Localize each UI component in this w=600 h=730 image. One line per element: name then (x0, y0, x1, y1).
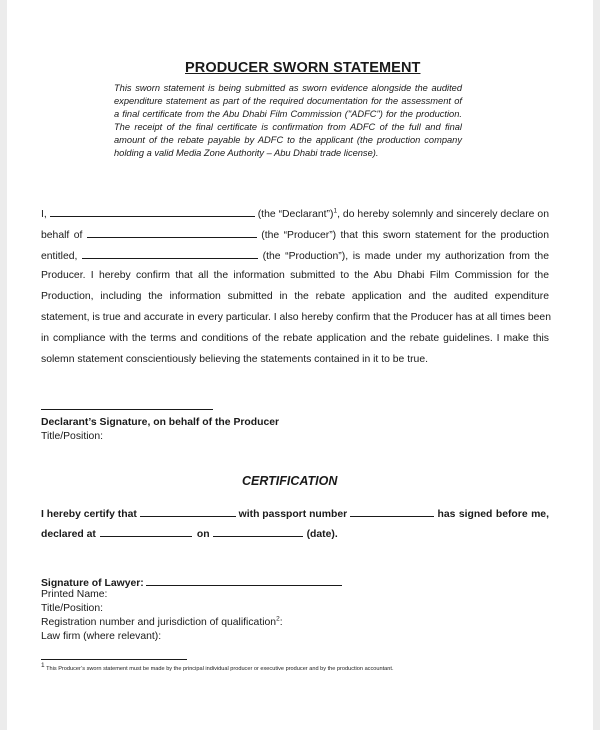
certification-heading: CERTIFICATION (242, 474, 338, 488)
declared-place-field[interactable] (100, 526, 192, 537)
registration-label: Registration number and jurisdiction of qualification (41, 617, 277, 628)
declarant-signature-line[interactable] (41, 409, 213, 410)
declared-at-label: declared at (41, 529, 96, 540)
statement-line-2-text: (the “Producer”) that this sworn statement for the production (261, 230, 549, 241)
certification-line-1 (41, 506, 549, 521)
passport-label: with passport number (238, 509, 348, 520)
statement-line-4: Producer. I hereby confirm that all the information submitted to the Abu Dhabi Film Commission for the (41, 270, 549, 281)
declarant-label: (the “Declarant”) (257, 209, 334, 220)
lawyer-printed-name: Printed Name: (41, 589, 108, 600)
production-title-field[interactable] (82, 248, 258, 259)
statement-line-1 (41, 206, 549, 221)
lawyer-title-position: Title/Position: (41, 603, 103, 614)
before-word: before (495, 509, 528, 520)
registration-colon: : (279, 617, 283, 628)
lawyer-signature-label: Signature of Lawyer: (41, 578, 144, 589)
footnote-mark: 1 (41, 662, 45, 670)
statement-line-7: in compliance with the terms and conditions of the rebate application and the rebate guidelines. I make this (41, 333, 549, 344)
certify-label: I hereby certify that (41, 509, 137, 520)
declarant-name-field[interactable] (50, 206, 255, 217)
declared-date-field[interactable] (213, 526, 303, 537)
certification-line-2 (41, 526, 549, 541)
signed-word: signed (458, 509, 493, 520)
me-word: me, (531, 509, 549, 520)
lawyer-law-firm: Law firm (where relevant): (41, 631, 162, 642)
statement-line-3-text: (the “Production”), is made under my authorization from the (262, 251, 549, 262)
behalf-label: behalf of (41, 230, 83, 241)
certified-declarant-field[interactable] (140, 506, 236, 517)
statement-line-1-text: , do hereby solemnly and sincerely declare on (337, 209, 549, 220)
passport-number-field[interactable] (350, 506, 434, 517)
statement-line-2 (41, 227, 549, 242)
footnote (41, 662, 394, 672)
intro-paragraph: This sworn statement is being submitted as sworn evidence alongside the audited expenditure statement as part of the required documentation for the assessment of a final certificate from the Abu Dhabi Film Commission ("ADFC") for the production. The receipt of the final certificate is confirmation from ADFC of the full and final amount of the rebate payable by ADFC to the applicant (the production company holding a valid Media Zone Authority – Abu Dhabi trade license). (114, 83, 462, 158)
document-page (7, 0, 593, 730)
i-label: I, (41, 209, 47, 220)
declarant-title-position: Title/Position: (41, 431, 103, 442)
statement-line-6: statement, is true and accurate in every particular. I also hereby confirm that the Producer has at all times been (41, 312, 551, 323)
footnote-divider (41, 659, 187, 660)
entitled-label: entitled, (41, 251, 78, 262)
date-label: (date). (306, 529, 338, 540)
on-label: on (196, 529, 210, 540)
footnote-ref-2: 2 (276, 615, 280, 623)
declarant-signature-label: Declarant’s Signature, on behalf of the Producer (41, 417, 280, 428)
page-title: PRODUCER SWORN STATEMENT (185, 60, 421, 76)
has-word: has (437, 509, 456, 520)
producer-name-field[interactable] (87, 227, 257, 238)
certify-group (41, 506, 434, 521)
statement-line-5: Production, including the information submitted in the rebate application and the audited expenditure (41, 291, 549, 302)
lawyer-signature-row (41, 575, 342, 589)
footnote-text: This Producer’s sworn statement must be made by the principal individual producer or executive producer and by the production accountant. (46, 666, 394, 672)
statement-line-8: solemn statement conscientiously believing the statements contained in it to be true. (41, 354, 428, 365)
lawyer-registration (41, 617, 283, 628)
lawyer-signature-field[interactable] (146, 575, 342, 586)
statement-line-3 (41, 248, 549, 263)
footnote-ref-1: 1 (333, 207, 338, 215)
